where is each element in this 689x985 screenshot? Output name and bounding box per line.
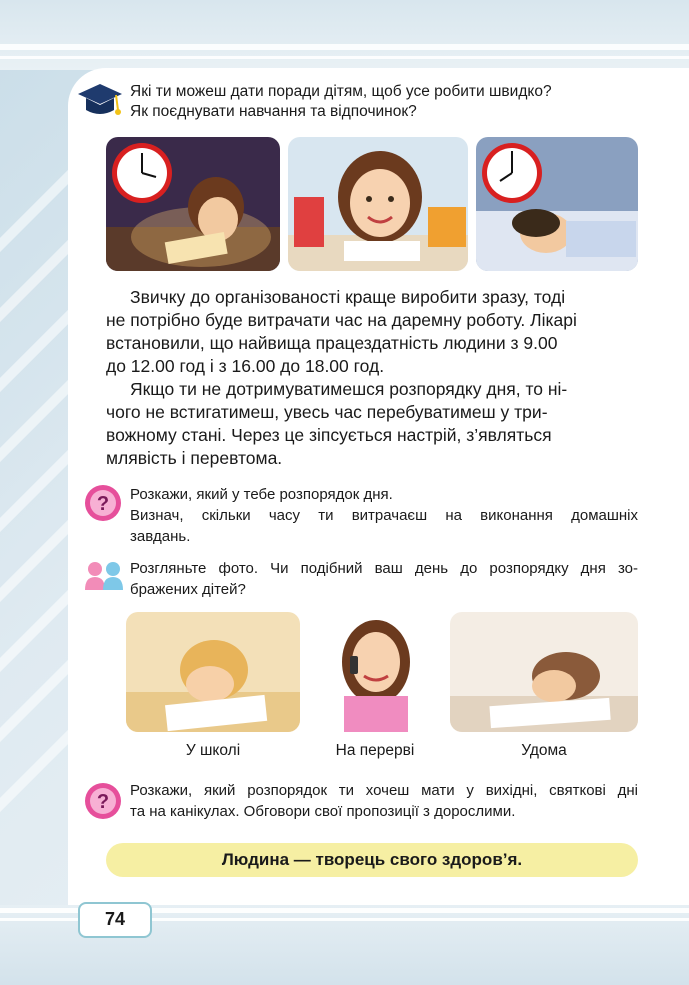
photo-at-school — [126, 612, 300, 732]
main-text — [106, 286, 638, 470]
svg-text:?: ? — [96, 791, 110, 813]
task-1-line-1: Розкажи, який у тебе розпорядок дня. — [130, 486, 393, 503]
paragraph-1-line-2: не потрібно буде витрачати час на даремну роботу. Лікарі — [106, 310, 577, 330]
paragraph-2-line-4: млявість і перевтома. — [106, 448, 283, 468]
top-stripe — [0, 56, 689, 59]
intro-question-2: Як поєднувати навчання та відпочинок? — [130, 103, 417, 120]
caption-school: У школі — [185, 742, 241, 759]
question-mark-icon — [84, 782, 122, 825]
paragraph-2-line-3: вожному стані. Через це зіпсується настрій, з’являться — [106, 425, 552, 445]
photo-at-home — [450, 612, 638, 732]
photo-at-break — [318, 612, 434, 732]
task-1-line-3: завдань. — [130, 528, 191, 545]
caption-home: Удома — [521, 742, 567, 759]
paragraph-1-line-4: до 12.00 год і з 16.00 до 18.00 год. — [106, 356, 385, 376]
paragraph-2-line-2: чого не встигатимеш, увесь час перебуватимеш у три- — [106, 402, 548, 422]
paragraph-2-line-1: Якщо ти не дотримуватимешся розпорядку дня, то ні- — [130, 379, 568, 399]
question-mark-icon — [84, 484, 122, 527]
page-number: 74 — [78, 902, 152, 938]
task-2-line-1: Розгляньте фото. Чи подібний ваш день до розпорядку дня зо- — [130, 560, 638, 577]
svg-text:?: ? — [96, 493, 110, 515]
task-1 — [130, 484, 638, 547]
photo-boy-sleeping — [476, 137, 638, 271]
left-decoration — [0, 80, 70, 900]
top-band — [0, 0, 689, 70]
task-3-line-1: Розкажи, який розпорядок ти хочеш мати у вихідні, святкові дні — [130, 782, 638, 799]
intro-question-1: Які ти можеш дати поради дітям, щоб усе робити швидко? — [130, 83, 552, 100]
paragraph-1-line-1: Звичку до організованості краще виробити зразу, тоді — [130, 287, 566, 307]
task-2 — [130, 558, 638, 600]
pair-work-icon — [82, 560, 126, 597]
task-3 — [130, 780, 638, 822]
task-3-line-2: та на канікулах. Обговори свої пропозиції з дорослими. — [130, 803, 516, 820]
graduation-cap-icon — [76, 80, 124, 125]
task-2-line-2: бражених дітей? — [130, 581, 246, 598]
task-1-line-2: Визнач, скільки часу ти витрачаєш на виконання домашніх — [130, 507, 638, 524]
photo-girl-at-desk — [288, 137, 468, 271]
paragraph-1-line-3: встановили, що найвища працездатність людини з 9.00 — [106, 333, 558, 353]
photo-child-reading-night — [106, 137, 280, 271]
conclusion-banner: Людина — творець свого здоров’я. — [106, 843, 638, 877]
top-stripe — [0, 44, 689, 50]
caption-break: На перерві — [335, 742, 415, 759]
